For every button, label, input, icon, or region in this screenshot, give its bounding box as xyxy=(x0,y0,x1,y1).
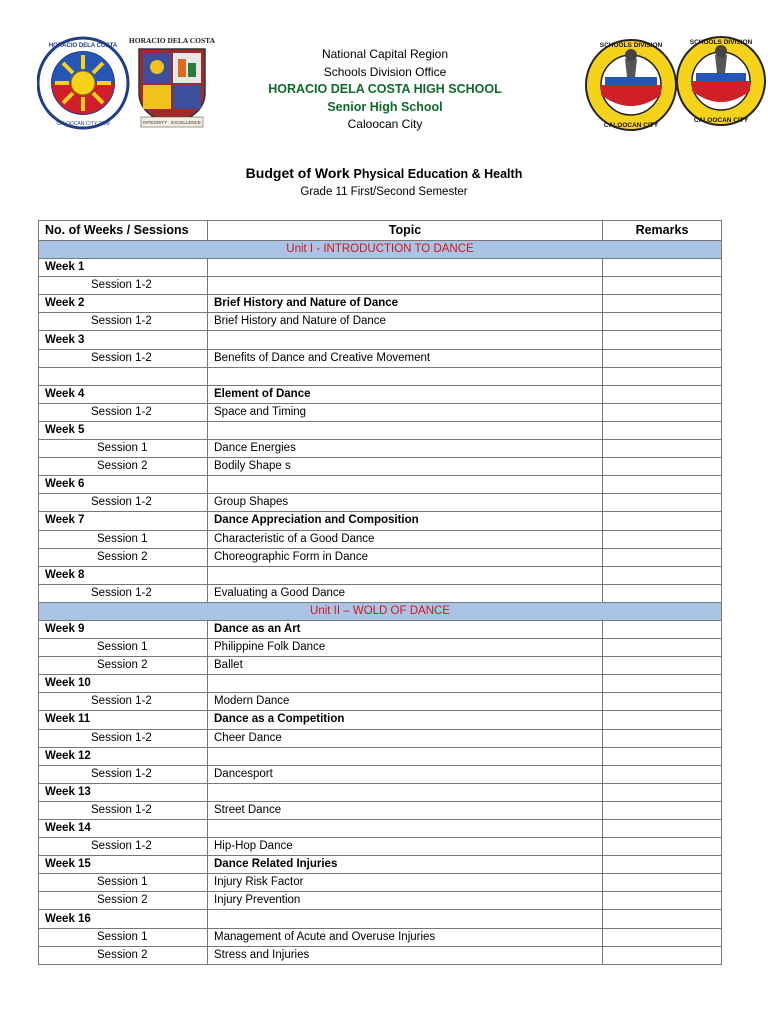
week-cell: Week 3 xyxy=(39,331,208,349)
svg-text:HORACIO DELA COSTA: HORACIO DELA COSTA xyxy=(48,43,118,49)
remarks-cell xyxy=(603,856,722,874)
topic-cell xyxy=(208,747,603,765)
remarks-cell xyxy=(603,783,722,801)
svg-text:CALOOCAN CITY: CALOOCAN CITY xyxy=(603,122,659,129)
remarks-cell xyxy=(603,747,722,765)
week-cell: Week 2 xyxy=(39,295,208,313)
school-name: HORACIO DELA COSTA HIGH SCHOOL xyxy=(268,82,502,96)
session-cell: Session 1 xyxy=(39,874,208,892)
topic-cell: Ballet xyxy=(208,657,603,675)
session-cell: Session 2 xyxy=(39,458,208,476)
school-seal-icon xyxy=(38,38,128,128)
week-cell: Week 11 xyxy=(39,711,208,729)
remarks-cell xyxy=(603,838,722,856)
school-logos-left xyxy=(37,33,217,138)
remarks-cell xyxy=(603,530,722,548)
letterhead xyxy=(230,46,540,134)
session-cell: Session 1-2 xyxy=(39,765,208,783)
table-row xyxy=(39,693,722,711)
topic-cell xyxy=(208,566,603,584)
session-cell: Session 1-2 xyxy=(39,693,208,711)
remarks-cell xyxy=(603,385,722,403)
topic-cell: Brief History and Nature of Dance xyxy=(208,313,603,331)
table-row xyxy=(39,476,722,494)
remarks-cell xyxy=(603,693,722,711)
remarks-cell xyxy=(603,928,722,946)
topic-cell: Choreographic Form in Dance xyxy=(208,548,603,566)
session-cell: Session 2 xyxy=(39,946,208,964)
unit-row xyxy=(39,602,722,620)
remarks-cell xyxy=(603,458,722,476)
title-subject: Physical Education & Health xyxy=(353,167,523,181)
topic-cell: Element of Dance xyxy=(208,385,603,403)
topic-cell xyxy=(208,277,603,295)
grade-semester: Grade 11 First/Second Semester xyxy=(300,186,468,198)
session-cell: Session 2 xyxy=(39,892,208,910)
city-text: Caloocan City xyxy=(347,117,423,131)
svg-text:HORACIO DELA COSTA: HORACIO DELA COSTA xyxy=(128,36,216,45)
topic-cell: Philippine Folk Dance xyxy=(208,639,603,657)
topic-cell xyxy=(208,259,603,277)
topic-cell: Injury Prevention xyxy=(208,892,603,910)
svg-text:SCHOOLS DIVISION: SCHOOLS DIVISION xyxy=(689,39,753,46)
division-seal-icon xyxy=(677,37,765,125)
remarks-cell xyxy=(603,765,722,783)
unit-title: Unit I - INTRODUCTION TO DANCE xyxy=(39,241,722,259)
remarks-cell xyxy=(603,440,722,458)
topic-cell xyxy=(208,910,603,928)
table-row xyxy=(39,838,722,856)
table-row xyxy=(39,820,722,838)
table-row xyxy=(39,494,722,512)
svg-text:INTEGRITY · EXCELLENCE: INTEGRITY · EXCELLENCE xyxy=(143,120,201,125)
header-remarks: Remarks xyxy=(603,221,722,241)
svg-text:CALOOCAN CITY: CALOOCAN CITY xyxy=(693,117,749,124)
session-cell: Session 1-2 xyxy=(39,729,208,747)
remarks-cell xyxy=(603,295,722,313)
topic-cell: Dance Energies xyxy=(208,440,603,458)
topic-cell: Characteristic of a Good Dance xyxy=(208,530,603,548)
table-row xyxy=(39,421,722,439)
table-row xyxy=(39,349,722,367)
remarks-cell xyxy=(603,874,722,892)
week-cell: Week 13 xyxy=(39,783,208,801)
header-topic: Topic xyxy=(208,221,603,241)
table-row xyxy=(39,620,722,638)
table-row xyxy=(39,530,722,548)
remarks-cell xyxy=(603,403,722,421)
session-cell: Session 1 xyxy=(39,440,208,458)
remarks-cell xyxy=(603,820,722,838)
table-row xyxy=(39,874,722,892)
budget-of-work-table xyxy=(38,220,722,965)
table-row xyxy=(39,675,722,693)
table-row xyxy=(39,910,722,928)
topic-cell: Brief History and Nature of Dance xyxy=(208,295,603,313)
remarks-cell xyxy=(603,277,722,295)
topic-cell: Space and Timing xyxy=(208,403,603,421)
remarks-cell xyxy=(603,584,722,602)
table-row xyxy=(39,566,722,584)
week-cell: Week 4 xyxy=(39,385,208,403)
remarks-cell xyxy=(603,639,722,657)
table-row xyxy=(39,277,722,295)
table-row xyxy=(39,892,722,910)
remarks-cell xyxy=(603,494,722,512)
remarks-cell xyxy=(603,801,722,819)
table-row xyxy=(39,928,722,946)
remarks-cell xyxy=(603,566,722,584)
table-row xyxy=(39,584,722,602)
topic-cell xyxy=(208,675,603,693)
remarks-cell xyxy=(603,512,722,530)
session-cell: Session 1-2 xyxy=(39,313,208,331)
topic-cell: Injury Risk Factor xyxy=(208,874,603,892)
table-row xyxy=(39,711,722,729)
school-crest-icon xyxy=(129,35,216,127)
topic-cell: Evaluating a Good Dance xyxy=(208,584,603,602)
week-cell: Week 12 xyxy=(39,747,208,765)
remarks-cell xyxy=(603,421,722,439)
week-cell: Week 1 xyxy=(39,259,208,277)
topic-cell: Dance Related Injuries xyxy=(208,856,603,874)
table-row xyxy=(39,729,722,747)
svg-text:SCHOOLS DIVISION: SCHOOLS DIVISION xyxy=(599,42,663,49)
topic-cell: Dance Appreciation and Composition xyxy=(208,512,603,530)
session-cell: Session 1-2 xyxy=(39,838,208,856)
table-row xyxy=(39,657,722,675)
table-row xyxy=(39,403,722,421)
topic-cell: Cheer Dance xyxy=(208,729,603,747)
remarks-cell xyxy=(603,675,722,693)
remarks-cell xyxy=(603,476,722,494)
remarks-cell xyxy=(603,910,722,928)
remarks-cell xyxy=(603,259,722,277)
table-row xyxy=(39,856,722,874)
table-row xyxy=(39,440,722,458)
division-seal-icon xyxy=(586,40,676,130)
topic-cell: Bodily Shape s xyxy=(208,458,603,476)
remarks-cell xyxy=(603,349,722,367)
header-weeks: No. of Weeks / Sessions xyxy=(39,221,208,241)
table-row xyxy=(39,801,722,819)
week-cell: Week 9 xyxy=(39,620,208,638)
topic-cell xyxy=(208,331,603,349)
table-row xyxy=(39,639,722,657)
session-cell xyxy=(39,367,208,385)
week-cell: Week 16 xyxy=(39,910,208,928)
document-title xyxy=(0,165,768,181)
title-main: Budget of Work xyxy=(245,165,350,181)
topic-cell: Management of Acute and Overuse Injuries xyxy=(208,928,603,946)
remarks-cell xyxy=(603,892,722,910)
unit-row xyxy=(39,241,722,259)
table-body xyxy=(39,241,722,965)
table-header-row xyxy=(39,221,722,241)
table-row xyxy=(39,458,722,476)
session-cell: Session 1-2 xyxy=(39,277,208,295)
remarks-cell xyxy=(603,620,722,638)
remarks-cell xyxy=(603,331,722,349)
session-cell: Session 1-2 xyxy=(39,584,208,602)
week-cell: Week 15 xyxy=(39,856,208,874)
topic-cell: Benefits of Dance and Creative Movement xyxy=(208,349,603,367)
topic-cell xyxy=(208,783,603,801)
session-cell: Session 1 xyxy=(39,928,208,946)
division-text: Schools Division Office xyxy=(323,64,447,79)
topic-cell xyxy=(208,820,603,838)
table-row xyxy=(39,548,722,566)
session-cell: Session 2 xyxy=(39,657,208,675)
week-cell: Week 5 xyxy=(39,421,208,439)
session-cell: Session 2 xyxy=(39,548,208,566)
remarks-cell xyxy=(603,313,722,331)
table-row xyxy=(39,385,722,403)
table-row xyxy=(39,367,722,385)
table-row xyxy=(39,295,722,313)
remarks-cell xyxy=(603,548,722,566)
week-cell: Week 8 xyxy=(39,566,208,584)
remarks-cell xyxy=(603,946,722,964)
week-cell: Week 7 xyxy=(39,512,208,530)
session-cell: Session 1-2 xyxy=(39,403,208,421)
topic-cell: Stress and Injuries xyxy=(208,946,603,964)
shs-text: Senior High School xyxy=(327,99,443,114)
division-logos-right xyxy=(585,33,768,138)
remarks-cell xyxy=(603,729,722,747)
week-cell: Week 6 xyxy=(39,476,208,494)
table-row xyxy=(39,946,722,964)
topic-cell: Dance as an Art xyxy=(208,620,603,638)
remarks-cell xyxy=(603,711,722,729)
table-row xyxy=(39,765,722,783)
session-cell: Session 1-2 xyxy=(39,349,208,367)
topic-cell xyxy=(208,367,603,385)
region-text: National Capital Region xyxy=(321,47,449,61)
topic-cell xyxy=(208,421,603,439)
topic-cell xyxy=(208,476,603,494)
session-cell: Session 1-2 xyxy=(39,494,208,512)
unit-title: Unit II – WOLD OF DANCE xyxy=(39,602,722,620)
week-cell: Week 14 xyxy=(39,820,208,838)
table-row xyxy=(39,259,722,277)
topic-cell: Dance as a Competition xyxy=(208,711,603,729)
topic-cell: Group Shapes xyxy=(208,494,603,512)
session-cell: Session 1 xyxy=(39,530,208,548)
week-cell: Week 10 xyxy=(39,675,208,693)
topic-cell: Modern Dance xyxy=(208,693,603,711)
topic-cell: Hip-Hop Dance xyxy=(208,838,603,856)
session-cell: Session 1 xyxy=(39,639,208,657)
table-row xyxy=(39,331,722,349)
remarks-cell xyxy=(603,657,722,675)
session-cell: Session 1-2 xyxy=(39,801,208,819)
table-row xyxy=(39,313,722,331)
topic-cell: Dancesport xyxy=(208,765,603,783)
table-row xyxy=(39,783,722,801)
table-row xyxy=(39,747,722,765)
table-row xyxy=(39,512,722,530)
topic-cell: Street Dance xyxy=(208,801,603,819)
svg-text:CALOOCAN CITY 2008: CALOOCAN CITY 2008 xyxy=(56,121,110,127)
remarks-cell xyxy=(603,367,722,385)
